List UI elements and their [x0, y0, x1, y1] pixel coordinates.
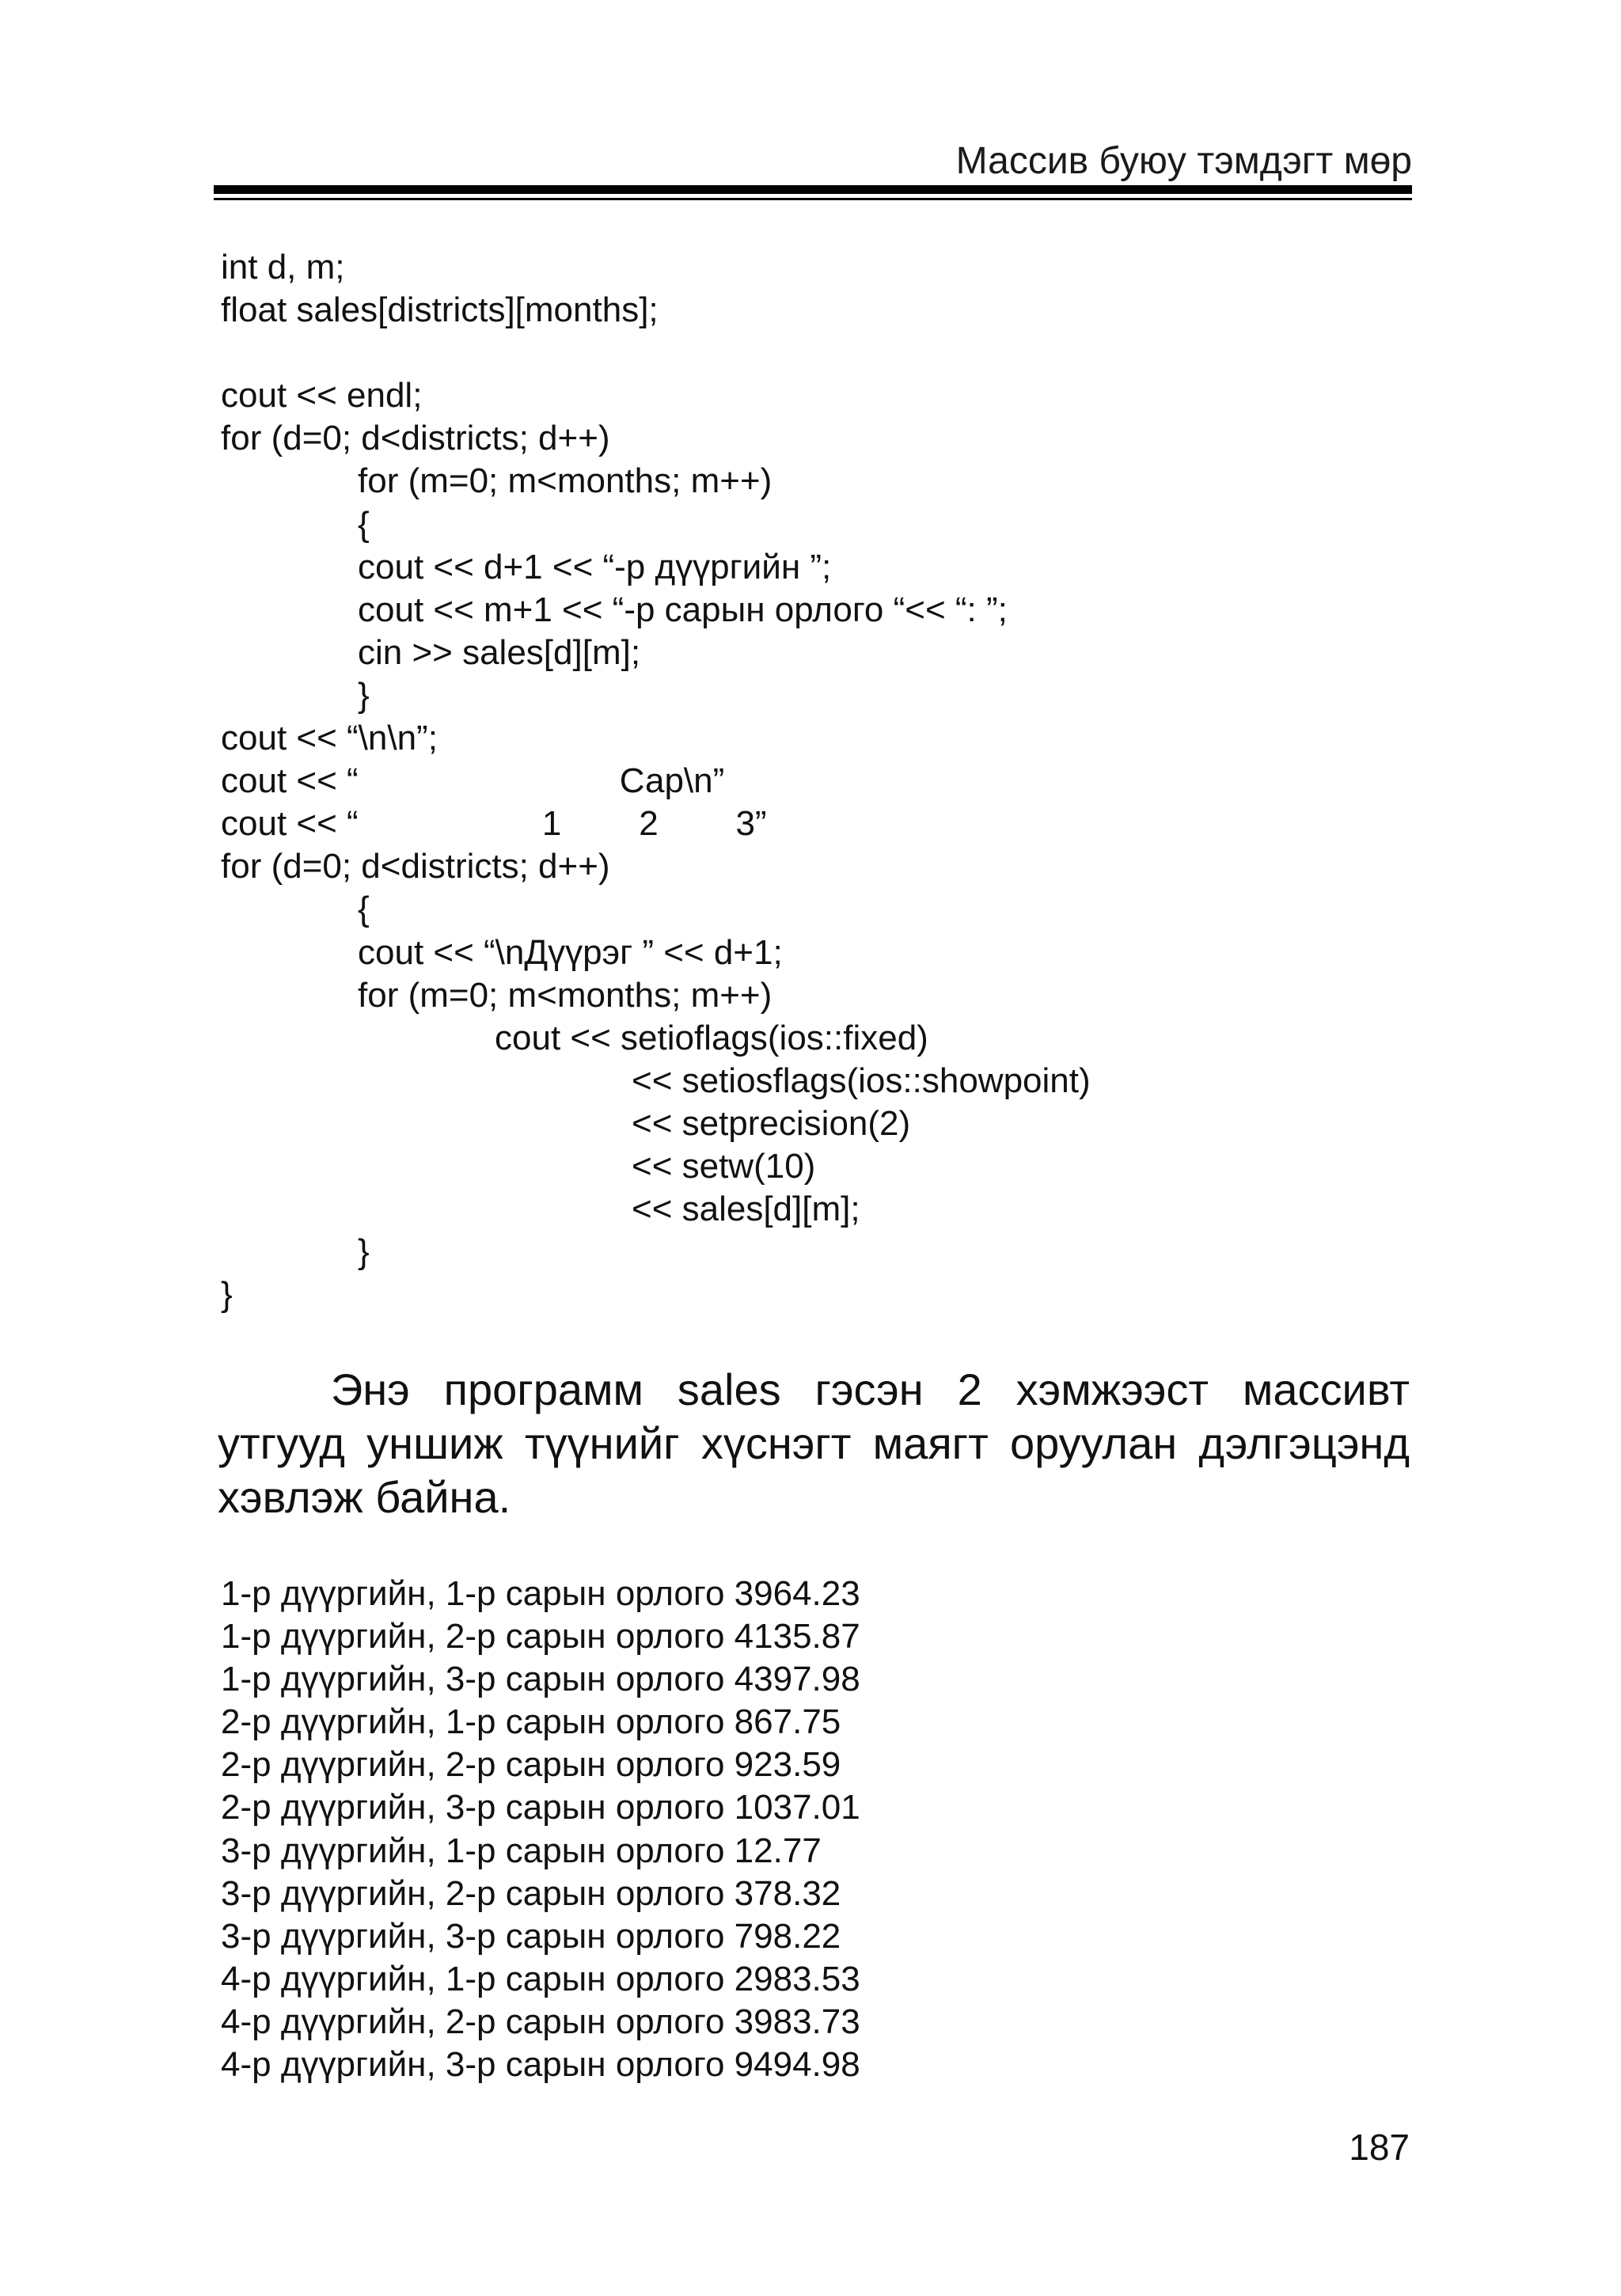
output-line: 3-р дүүргийн, 2-р сарын орлого 378.32: [221, 1873, 841, 1913]
code-line: [221, 332, 1408, 374]
code-line: cout << d+1 << “-р дүүргийн ”;: [358, 547, 832, 586]
header-rule-thin: [214, 198, 1412, 200]
code-line: << setprecision(2): [632, 1103, 911, 1143]
code-line: cout << “\n\n”;: [221, 719, 438, 758]
code-line: << sales[d][m];: [632, 1190, 860, 1229]
code-line: }: [221, 1275, 233, 1315]
output-line: 3-р дүүргийн, 1-р сарын орлого 12.77: [221, 1831, 822, 1870]
code-line: cout << m+1 << “-р сарын орлого “<< “: ”;: [358, 590, 1008, 629]
code-line: float sales[districts][months];: [221, 290, 659, 330]
code-line: for (d=0; d<districts; d++): [221, 847, 610, 886]
code-line: {: [358, 504, 370, 544]
output-line: 1-р дүүргийн, 1-р сарын орлого 3964.23: [221, 1574, 860, 1613]
code-line: for (d=0; d<districts; d++): [221, 419, 610, 458]
output-line: 1-р дүүргийн, 2-р сарын орлого 4135.87: [221, 1617, 860, 1657]
output-line: 4-р дүүргийн, 1-р сарын орлого 2983.53: [221, 1959, 860, 1998]
output-line: 2-р дүүргийн, 1-р сарын орлого 867.75: [221, 1702, 841, 1742]
output-line: 4-р дүүргийн, 3-р сарын орлого 9494.98: [221, 2045, 860, 2085]
header-rule-thick: [214, 185, 1412, 194]
body-paragraph: Энэ программ sales гэсэн 2 хэмжээст массивт утгууд уншиж түүнийг хүснэгт маягт оруулан дэлгэцэнд хэвлэж байна.: [218, 1364, 1410, 1522]
output-line: 1-р дүүргийн, 3-р сарын орлого 4397.98: [221, 1660, 860, 1699]
output-line: 4-р дүүргийн, 2-р сарын орлого 3983.73: [221, 2002, 860, 2041]
code-line: cout << setioflags(ios::fixed): [495, 1018, 928, 1057]
code-line: << setiosflags(ios::showpoint): [632, 1061, 1091, 1100]
running-header-title: Массив буюу тэмдэгт мөр: [955, 140, 1412, 182]
code-line: int d, m;: [221, 248, 345, 287]
program-output: [221, 1573, 1329, 2086]
code-line: cout << “ 1 2 3”: [221, 804, 767, 844]
page-number: 187: [1349, 2127, 1410, 2168]
code-line: }: [358, 675, 370, 715]
code-line: << setw(10): [632, 1146, 816, 1186]
code-line: cout << “\nДүүрэг ” << d+1;: [358, 932, 783, 972]
code-listing: [221, 246, 1408, 1316]
code-line: for (m=0; m<months; m++): [358, 461, 773, 501]
code-line: cout << endl;: [221, 376, 423, 416]
code-line: cout << “ Сар\n”: [221, 761, 725, 801]
code-line: cin >> sales[d][m];: [358, 632, 641, 672]
output-line: 2-р дүүргийн, 2-р сарын орлого 923.59: [221, 1745, 841, 1785]
output-line: 2-р дүүргийн, 3-р сарын орлого 1037.01: [221, 1788, 860, 1827]
code-line: }: [358, 1232, 370, 1272]
code-line: {: [358, 890, 370, 929]
code-line: for (m=0; m<months; m++): [358, 975, 773, 1015]
output-line: 3-р дүүргийн, 3-р сарын орлого 798.22: [221, 1916, 841, 1956]
